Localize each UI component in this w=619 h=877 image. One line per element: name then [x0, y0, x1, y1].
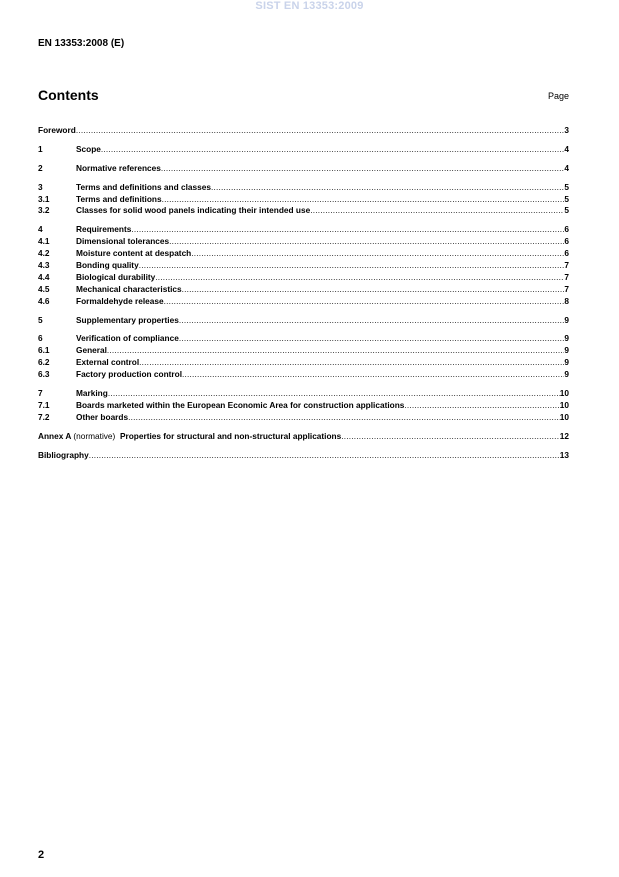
dot-leader [101, 144, 564, 156]
dot-leader [89, 450, 560, 462]
dot-leader [179, 333, 565, 345]
toc-title: Foreword [38, 125, 76, 135]
dot-leader [139, 357, 564, 369]
toc-title: Bibliography [38, 449, 89, 460]
annex-label: Annex A [38, 430, 72, 441]
dot-leader [128, 412, 560, 424]
toc-entry-5[interactable] [38, 315, 569, 327]
dot-leader [155, 272, 564, 284]
toc-page: 7 [564, 260, 569, 271]
dot-leader [191, 248, 564, 260]
toc-title: Formaldehyde release [76, 295, 164, 306]
dot-leader [107, 345, 564, 357]
annex-type: (normative) [73, 430, 116, 441]
toc-page: 10 [559, 411, 569, 422]
table-of-contents [38, 125, 569, 461]
toc-title: Classes for solid wood panels indicating their intended use [76, 205, 311, 216]
toc-title: Terms and definitions [76, 193, 162, 204]
toc-number: 6.3 [38, 369, 50, 380]
toc-page: 6 [564, 236, 569, 247]
dot-leader [161, 163, 565, 175]
toc-title: Boards marketed within the European Economic Area for construction applications [76, 399, 405, 410]
contents-heading: Contents [38, 87, 99, 103]
document-id: EN 13353:2008 (E) [38, 38, 125, 49]
toc-number: 7.1 [38, 399, 50, 410]
toc-entry-4-1[interactable] [38, 236, 569, 248]
dot-leader [310, 205, 564, 217]
toc-page: 9 [564, 369, 569, 380]
toc-entry-7-1[interactable] [38, 400, 569, 412]
toc-page: 5 [564, 205, 569, 216]
toc-number: 3.1 [38, 193, 50, 204]
toc-page: 4 [564, 143, 569, 154]
dot-leader [179, 315, 565, 327]
dot-leader [169, 236, 564, 248]
dot-leader [139, 260, 565, 272]
annex-title: Properties for structural and non-structural applications [119, 430, 342, 441]
toc-entry-4-6[interactable] [38, 296, 569, 308]
toc-number: 7.2 [38, 411, 50, 422]
toc-entry-6-3[interactable] [38, 369, 569, 381]
toc-number: 7 [38, 388, 43, 399]
dot-leader [404, 400, 559, 412]
toc-entry-bibliography[interactable] [38, 450, 569, 462]
toc-entry-7[interactable] [38, 388, 569, 400]
toc-page: 3 [564, 125, 569, 135]
page-number: 2 [38, 849, 45, 861]
toc-entry-4-3[interactable] [38, 260, 569, 272]
toc-title: Verification of compliance [76, 333, 179, 344]
toc-number: 2 [38, 162, 43, 173]
toc-title: Other boards [76, 411, 129, 422]
toc-entry-3-2[interactable] [38, 205, 569, 217]
toc-number: 4.3 [38, 260, 50, 271]
toc-entry-6[interactable] [38, 333, 569, 345]
toc-number: 6.2 [38, 357, 50, 368]
toc-page: 4 [564, 162, 569, 173]
toc-entry-4-5[interactable] [38, 284, 569, 296]
toc-number: 4.6 [38, 295, 50, 306]
dot-leader [164, 296, 565, 308]
toc-page: 6 [564, 224, 569, 235]
page-column-label: Page [547, 91, 569, 101]
dot-leader [108, 388, 560, 400]
toc-page: 8 [564, 295, 569, 306]
toc-page: 10 [559, 388, 569, 399]
dot-leader [76, 125, 565, 137]
toc-page: 7 [564, 283, 569, 294]
toc-page: 5 [564, 193, 569, 204]
toc-title: Normative references [76, 162, 161, 173]
toc-entry-annex-a[interactable] [38, 431, 569, 443]
toc-entry-6-2[interactable] [38, 357, 569, 369]
toc-number: 4 [38, 224, 43, 235]
toc-page: 5 [564, 181, 569, 192]
toc-page: 13 [559, 449, 569, 460]
toc-number: 4.4 [38, 271, 50, 282]
toc-number: 1 [38, 143, 43, 154]
toc-title: Bonding quality [76, 260, 139, 271]
toc-title: General [76, 345, 107, 356]
toc-page: 9 [564, 333, 569, 344]
toc-title: Marking [76, 388, 108, 399]
toc-entry-7-2[interactable] [38, 412, 569, 424]
dot-leader [211, 182, 564, 194]
toc-title: External control [76, 357, 140, 368]
toc-entry-4-4[interactable] [38, 272, 569, 284]
toc-title: Scope [76, 143, 101, 154]
toc-entry-4[interactable] [38, 224, 569, 236]
toc-number: 6 [38, 333, 43, 344]
toc-entry-foreword[interactable] [38, 125, 569, 137]
dot-leader [162, 194, 565, 206]
toc-page: 9 [564, 357, 569, 368]
toc-entry-3-1[interactable] [38, 194, 569, 206]
toc-page: 9 [564, 314, 569, 325]
toc-number: 3 [38, 181, 43, 192]
toc-title: Mechanical characteristics [76, 283, 182, 294]
toc-entry-6-1[interactable] [38, 345, 569, 357]
toc-page: 9 [564, 345, 569, 356]
toc-entry-1[interactable] [38, 144, 569, 156]
toc-title [38, 431, 341, 443]
dot-leader [131, 224, 564, 236]
toc-entry-4-2[interactable] [38, 248, 569, 260]
toc-title: Moisture content at despatch [76, 248, 192, 259]
toc-entry-3[interactable] [38, 182, 569, 194]
toc-page: 7 [564, 271, 569, 282]
toc-title: Factory production control [76, 369, 183, 380]
toc-page: 6 [564, 248, 569, 259]
toc-title: Requirements [76, 224, 132, 235]
dot-leader [182, 369, 564, 381]
toc-title: Supplementary properties [76, 314, 179, 325]
toc-number: 4.2 [38, 248, 50, 259]
toc-entry-2[interactable] [38, 163, 569, 175]
dot-leader [341, 431, 560, 443]
toc-page: 10 [559, 399, 569, 410]
watermark: SIST EN 13353:2009 [255, 0, 364, 12]
toc-title: Terms and definitions and classes [76, 181, 211, 192]
toc-number: 3.2 [38, 205, 50, 216]
toc-number: 6.1 [38, 345, 50, 356]
toc-title: Dimensional tolerances [76, 236, 170, 247]
dot-leader [182, 284, 565, 296]
toc-number: 5 [38, 314, 43, 325]
toc-number: 4.5 [38, 283, 50, 294]
toc-number: 4.1 [38, 236, 50, 247]
toc-page: 12 [559, 430, 569, 441]
toc-title: Biological durability [76, 271, 156, 282]
